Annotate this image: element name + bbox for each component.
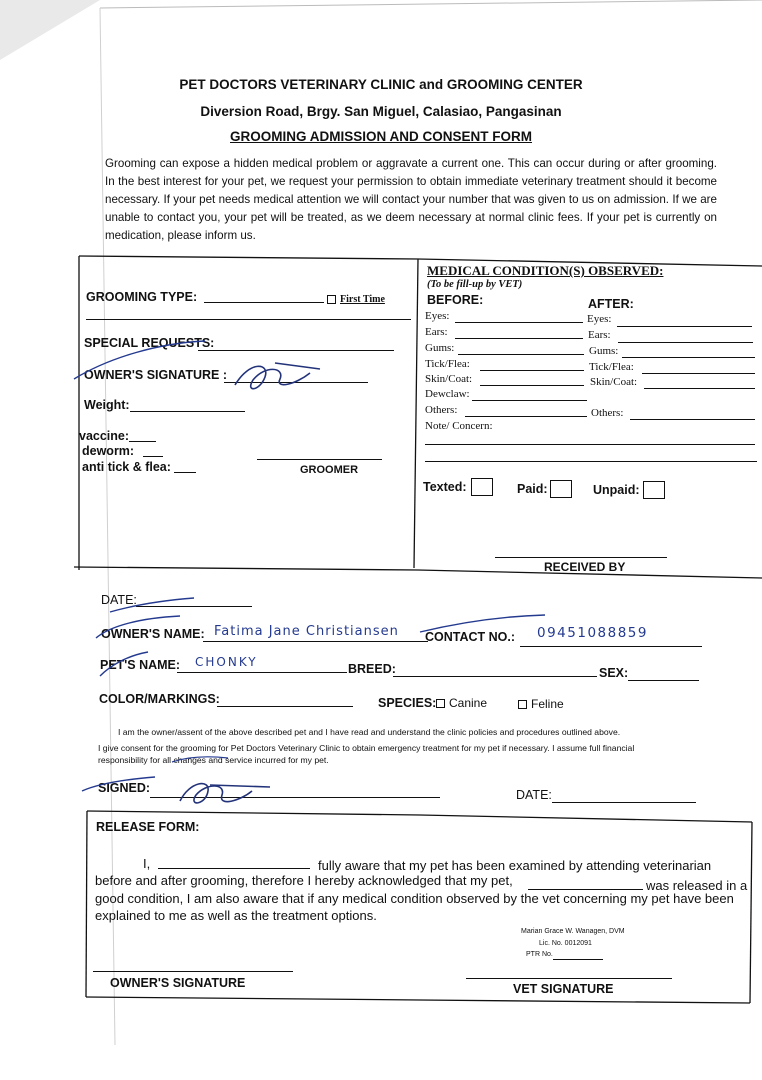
paid-label: Paid:	[517, 482, 548, 496]
release-text-1: fully aware that my pet has been examined by attending veterinarian	[318, 858, 712, 873]
special-requests-label: SPECIAL REQUESTS:	[84, 336, 215, 350]
after-skin-label: Skin/Coat:	[590, 376, 638, 388]
after-ears-label: Ears:	[588, 329, 611, 341]
color-markings-label: COLOR/MARKINGS:	[99, 692, 220, 706]
breed-label: BREED:	[348, 662, 396, 676]
vet-signature-label: VET SIGNATURE	[513, 982, 614, 996]
release-name-field[interactable]	[158, 868, 310, 869]
contact-value[interactable]: 09451088859	[537, 625, 648, 641]
feline-label: Feline	[531, 697, 564, 711]
release-i: I,	[143, 856, 151, 871]
vet-signature-line[interactable]	[466, 978, 672, 979]
vet-stamp-name: Marian Grace W. Wanagen, DVM	[521, 928, 625, 935]
clinic-address: Diversion Road, Brgy. San Miguel, Calasiao, Pangasinan	[200, 104, 562, 119]
before-others-label: Others:	[425, 404, 458, 416]
anti-tick-label: anti tick & flea:	[82, 460, 171, 474]
before-eyes-label: Eyes:	[425, 310, 450, 322]
after-others-label: Others:	[591, 407, 624, 419]
unpaid-label: Unpaid:	[593, 483, 640, 497]
medical-title: MEDICAL CONDITION(S) OBSERVED:	[427, 263, 664, 278]
vet-stamp-ptr: PTR No.	[526, 951, 553, 958]
release-text-4: good condition, I am also aware that if any medical condition observed by the vet concerning my pet have been	[95, 891, 734, 906]
note-concern-label: Note/ Concern:	[425, 420, 493, 432]
date-label: DATE:	[101, 593, 137, 607]
owner-signature-label: OWNER'S SIGNATURE :	[84, 368, 228, 382]
signed-label: SIGNED:	[98, 781, 151, 795]
release-text-5: explained to me as well as the treatment options.	[95, 908, 377, 923]
medical-subtitle: (To be fill-up by VET)	[427, 279, 523, 290]
received-by-label: RECEIVED BY	[544, 560, 626, 574]
consent-date-label: DATE:	[516, 788, 552, 802]
deworm-label: deworm:	[82, 444, 135, 458]
vaccine-label: vaccine:	[79, 429, 130, 443]
consent-line-1: I am the owner/assent of the above described pet and I have read and understand the clinic policies and procedures outlined above.	[118, 727, 621, 737]
weight-label: Weight:	[84, 398, 130, 412]
before-tick-label: Tick/Flea:	[425, 358, 470, 370]
vet-stamp-ptr-line	[553, 959, 603, 960]
pet-name-value[interactable]: CHONKY	[195, 655, 258, 669]
release-title: RELEASE FORM:	[96, 820, 200, 834]
before-gums-label: Gums:	[425, 342, 455, 354]
sex-label: SEX:	[599, 666, 629, 680]
owner-name-value[interactable]: Fatima Jane Christiansen	[214, 624, 399, 639]
after-heading: AFTER:	[588, 297, 634, 311]
release-owner-signature-label: OWNER'S SIGNATURE	[110, 976, 246, 990]
pet-name-label: PET'S NAME:	[100, 658, 181, 672]
groomer-label: GROOMER	[300, 464, 359, 476]
species-label: SPECIES:	[378, 696, 437, 710]
canine-label: Canine	[449, 696, 488, 710]
release-text-2: before and after grooming, therefore I hereby acknowledged that my pet,	[95, 873, 513, 888]
intro-paragraph: Grooming can expose a hidden medical problem or aggravate a current one. This can occur during or after grooming. In the best interest for your pet, we request your permission to obtain immediate veterinary treatment should it become necessary. If your pet needs medical attention we will contact your number that was given to us on admission. If we are unable to contact you, your pet will be treated, as we deem necessary at normal clinic fees. If your pet is currently on medication, please inform us.	[105, 157, 717, 242]
after-gums-label: Gums:	[589, 345, 619, 357]
first-time-label: First Time	[340, 294, 385, 305]
texted-label: Texted:	[423, 480, 467, 494]
before-heading: BEFORE:	[427, 293, 484, 307]
after-tick-label: Tick/Flea:	[589, 361, 634, 373]
form-title: GROOMING ADMISSION AND CONSENT FORM	[230, 129, 532, 144]
before-ears-label: Ears:	[425, 326, 448, 338]
contact-label: CONTACT NO.:	[425, 630, 516, 644]
consent-line-3: responsibility for all changes and service incurred for my pet.	[98, 755, 329, 765]
before-skin-label: Skin/Coat:	[425, 373, 473, 385]
release-text-3: was released in a	[646, 878, 748, 893]
owner-name-label: OWNER'S NAME:	[101, 627, 205, 641]
before-dewclaw-label: Dewclaw:	[425, 388, 470, 400]
release-pet-field[interactable]	[528, 889, 643, 890]
vet-stamp-lic: Lic. No. 0012091	[539, 940, 592, 947]
consent-line-2: I give consent for the grooming for Pet Doctors Veterinary Clinic to obtain emergency treatment for my pet if necessary. I assume full financial	[98, 743, 635, 753]
release-owner-signature-line[interactable]	[93, 971, 293, 972]
grooming-type-label: GROOMING TYPE:	[86, 290, 198, 304]
after-eyes-label: Eyes:	[587, 313, 612, 325]
clinic-name: PET DOCTORS VETERINARY CLINIC and GROOMING CENTER	[179, 77, 583, 92]
